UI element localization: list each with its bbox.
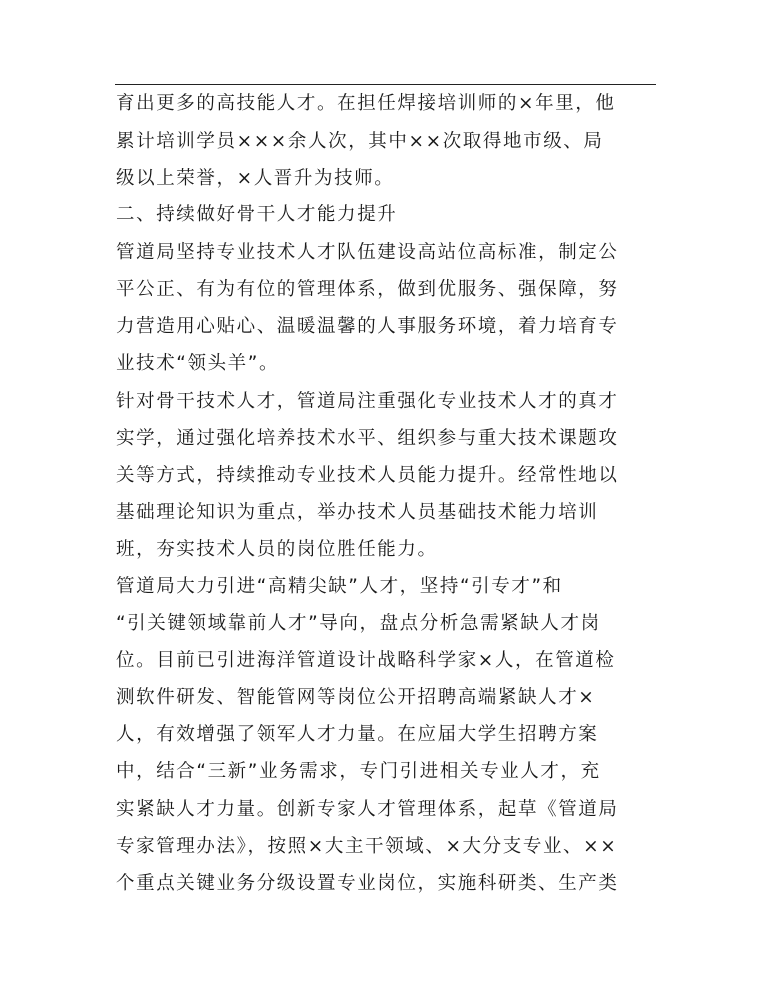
text-line: 专家管理办法》，按照×大主干领域、×大分支专业、×× — [116, 836, 618, 857]
text-line: 实学，通过强化培养技术水平、组织参与重大技术课题攻 — [116, 428, 619, 449]
text-line: 中，结合“三新”业务需求，专门引进相关专业人才，充 — [116, 761, 601, 782]
text-line: “引关键领域靠前人才”导向，盘点分析急需紧缺人才岗 — [116, 613, 601, 634]
text-line: 位。目前已引进海洋管道设计战略科学家×人，在管道检 — [116, 650, 616, 671]
text-line: 人，有效增强了领军人才力量。在应届大学生招聘方案 — [116, 724, 599, 745]
header-divider — [115, 84, 656, 85]
text-line: 平公正、有为有位的管理体系，做到优服务、强保障，努 — [116, 279, 619, 300]
text-line: 累计培训学员×××余人次，其中××次取得地市级、局 — [116, 131, 604, 152]
text-line: 个重点关键业务分级设置专业岗位，实施科研类、生产类 — [116, 873, 619, 894]
text-line: 力营造用心贴心、温暖温馨的人事服务环境，着力培育专 — [116, 316, 619, 337]
text-line: 针对骨干技术人才，管道局注重强化专业技术人才的真才 — [116, 391, 619, 412]
text-line: 管道局坚持专业技术人才队伍建设高站位高标准，制定公 — [116, 242, 619, 263]
text-line: 育出更多的高技能人才。在担任焊接培训师的×年里，他 — [116, 93, 616, 114]
text-line: 实紧缺人才力量。创新专家人才管理体系，起草《管道局 — [116, 799, 619, 820]
text-line: 班，夯实技术人员的岗位胜任能力。 — [116, 539, 438, 560]
text-line: 基础理论知识为重点，举办技术人员基础技术能力培训 — [116, 502, 599, 523]
section-heading: 二、持续做好骨干人才能力提升 — [116, 204, 398, 225]
text-line: 业技术“领头羊”。 — [116, 353, 280, 374]
text-line: 管道局大力引进“高精尖缺”人才，坚持“引专才”和 — [116, 576, 563, 597]
text-line: 级以上荣誉，×人晋升为技师。 — [116, 168, 395, 189]
text-line: 测软件研发、智能管网等岗位公开招聘高端紧缺人才× — [116, 687, 596, 708]
text-line: 关等方式，持续推动专业技术人员能力提升。经常性地以 — [116, 465, 619, 486]
